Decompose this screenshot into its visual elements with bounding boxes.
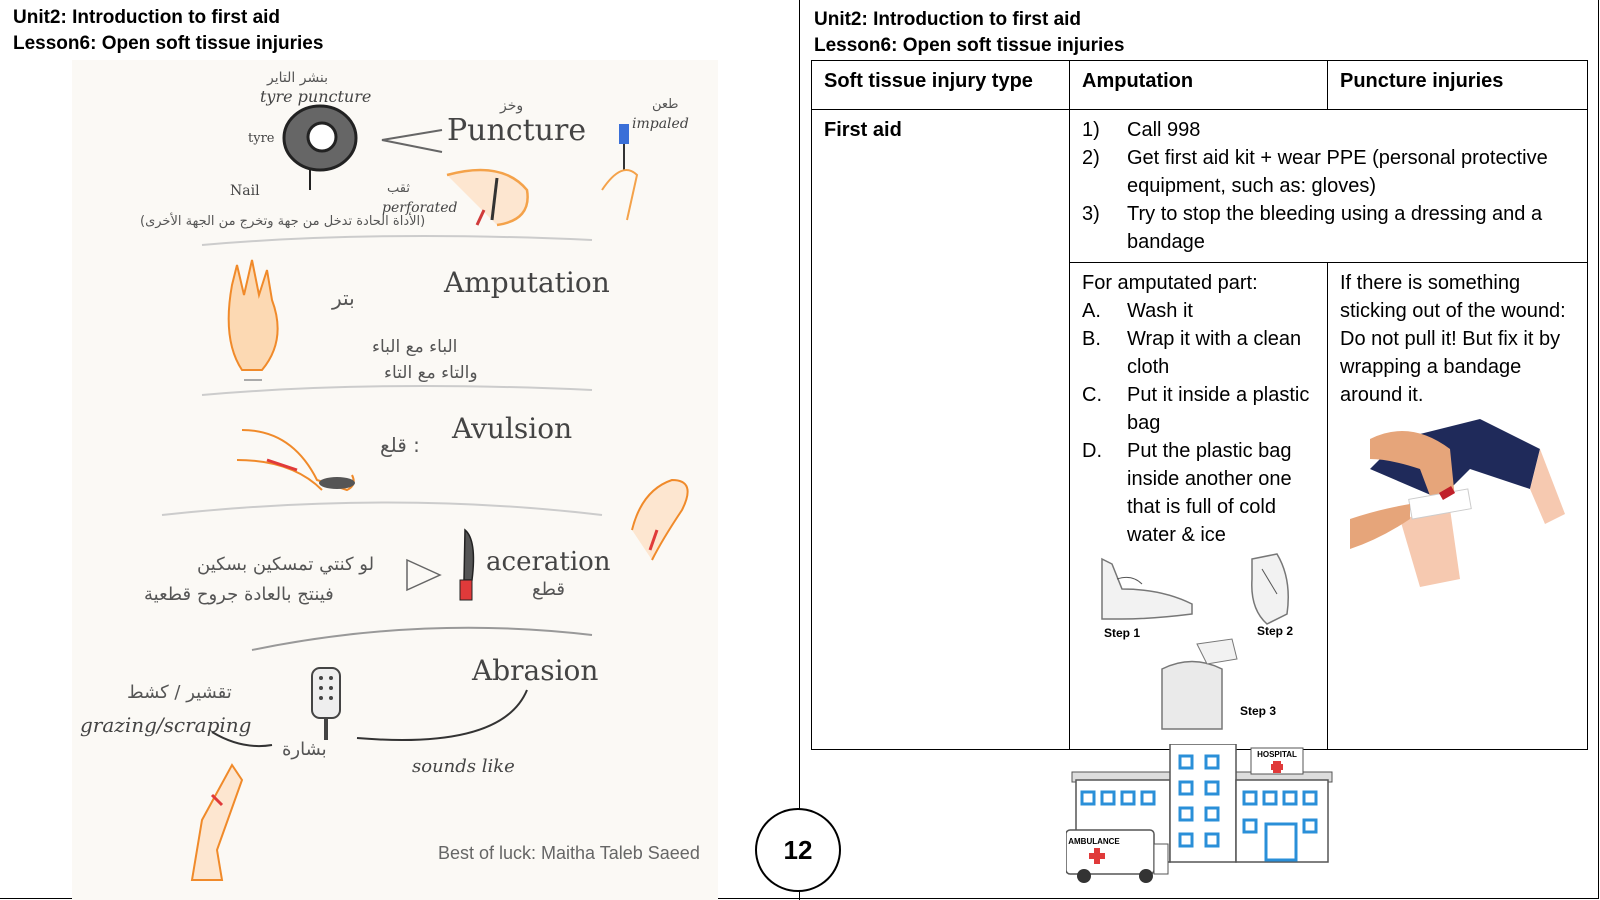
impaled-pin-icon xyxy=(602,124,637,220)
abrasion-label: Abrasion xyxy=(472,654,599,687)
amputated-hand-icon xyxy=(229,260,278,380)
laceration-label: aceration xyxy=(486,547,611,577)
step-2-label: Step 2 xyxy=(1257,624,1294,638)
laceration-arabic-note-2: فينتج بالعادة جروح قطعية xyxy=(144,584,334,605)
left-unit-title: Unit2: Introduction to first aid xyxy=(13,7,281,28)
left-header xyxy=(13,5,323,57)
hand-drawn-notes xyxy=(72,60,718,900)
impaled-arabic-label: طعن xyxy=(652,97,679,112)
notes-drawing xyxy=(72,60,718,900)
page-divider xyxy=(799,0,800,900)
perforated-hand-icon xyxy=(447,170,528,225)
header-amputation: Amputation xyxy=(1070,61,1328,110)
laceration-arabic-label: قطع xyxy=(532,579,565,600)
perforated-arabic-note: (الأداة الحادة تدخل من جهة وتخرج من الجهة الأخرى) xyxy=(140,214,426,229)
nail-label: Nail xyxy=(230,183,260,199)
right-unit-title: Unit2: Introduction to first aid xyxy=(814,9,1082,30)
list-item: A. Wash it xyxy=(1082,300,1193,322)
tyre-arabic-label: بنشر التاير xyxy=(267,70,329,86)
tyre-puncture-label: tyre puncture xyxy=(260,87,372,106)
step3-illustration xyxy=(1162,639,1237,729)
list-item: C. Put it inside a plastic bag xyxy=(1082,384,1310,434)
scraped-knee-icon xyxy=(192,765,242,880)
puncture-line-1: If there is something sticking out of the wound: xyxy=(1340,272,1566,322)
injured-hand-icon xyxy=(632,480,688,560)
common-steps-cell xyxy=(1070,110,1588,263)
list-item: 1) Call 998 xyxy=(1082,119,1201,141)
tyre-label: tyre xyxy=(248,131,275,146)
step-1-label: Step 1 xyxy=(1104,626,1141,640)
step2-illustration xyxy=(1252,554,1288,624)
list-item: 2) Get first aid kit + wear PPE (personal protective equipment, such as: gloves) xyxy=(1082,147,1548,197)
amputation-arabic-note-1: الباء مع الباء xyxy=(372,337,458,357)
amputation-label: Amputation xyxy=(444,266,610,299)
grazing-scraping-label: grazing/scraping xyxy=(80,713,252,737)
impaled-label: impaled xyxy=(632,116,689,132)
left-lesson-title: Lesson6: Open soft tissue injuries xyxy=(13,33,324,54)
hospital-sign-text: HOSPITAL xyxy=(1257,750,1297,759)
row-label-first-aid: First aid xyxy=(812,110,1070,750)
amputation-arabic-note-2: والتاء مع التاء xyxy=(384,363,478,383)
list-item: D. Put the plastic bag inside another one that is full of cold water & ice xyxy=(1082,440,1292,546)
avulsion-arabic-label: قلع : xyxy=(380,433,420,457)
knife-icon xyxy=(460,530,473,600)
avulsion-label: Avulsion xyxy=(452,412,573,445)
abrasion-arabic-label: تقشير / كشط xyxy=(127,682,232,703)
puncture-line-2: Do not pull it! But fix it by wrapping a bandage around it. xyxy=(1340,328,1561,406)
bandaging-leg-illustration xyxy=(1340,409,1570,609)
abrasion-arabic-word: بشارة xyxy=(282,739,327,760)
laceration-arabic-note-1: لو كنتي تمسكين بسكين xyxy=(197,554,375,575)
perforated-arabic-label: ثقب xyxy=(387,181,410,196)
perforated-label: perforated xyxy=(382,200,458,216)
step1-illustration xyxy=(1102,559,1192,619)
amputation-steps-list xyxy=(1082,297,1315,549)
list-item: 3) Try to stop the bleeding using a dressing and a bandage xyxy=(1082,203,1543,253)
grater-icon xyxy=(312,668,340,740)
amputation-cell xyxy=(1070,263,1328,750)
ambulance-sign-text: AMBULANCE xyxy=(1068,837,1120,846)
sounds-like-label: sounds like xyxy=(412,756,515,777)
puncture-arabic-label: وخز xyxy=(500,98,524,114)
table-header-row xyxy=(812,61,1588,110)
puncture-label: Puncture xyxy=(447,113,587,148)
table-row xyxy=(812,110,1588,263)
header-puncture: Puncture injuries xyxy=(1328,61,1588,110)
page-number: 12 xyxy=(755,808,841,892)
list-item: B. Wrap it with a clean cloth xyxy=(1082,328,1302,378)
amputation-arabic-label: بتر xyxy=(332,286,355,310)
avulsion-finger-icon xyxy=(237,430,355,490)
common-steps-list xyxy=(1082,116,1575,256)
header-injury-type: Soft tissue injury type xyxy=(812,61,1070,110)
tyre-icon xyxy=(284,106,356,190)
first-aid-table xyxy=(811,60,1588,750)
right-lesson-title: Lesson6: Open soft tissue injuries xyxy=(814,35,1125,56)
amputation-intro: For amputated part: xyxy=(1082,272,1258,294)
hospital-illustration xyxy=(1066,744,1336,890)
puncture-cell xyxy=(1328,263,1588,750)
right-header xyxy=(814,7,1124,59)
amputation-steps-illustration xyxy=(1082,549,1312,735)
step-3-label: Step 3 xyxy=(1240,704,1277,718)
credit-text: Best of luck: Maitha Taleb Saeed xyxy=(438,843,700,863)
